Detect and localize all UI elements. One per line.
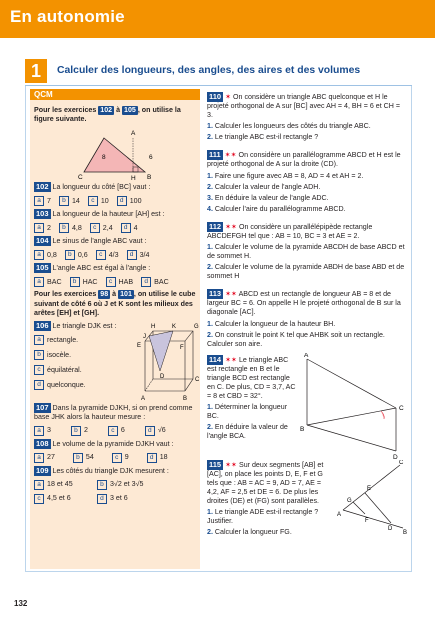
exercise-number: 113	[209, 289, 222, 299]
difficulty-stars: ✶✶	[225, 355, 237, 364]
item-number: 1.	[207, 243, 213, 252]
fig2-label-B: B	[183, 395, 188, 402]
item-text: Déterminer la longueur BC.	[207, 403, 288, 421]
option-value: 14	[71, 196, 80, 205]
item-number: 4.	[207, 204, 213, 213]
difficulty-stars: ✶✶	[225, 222, 237, 231]
question-text: Le sinus de l'angle ABC vaut :	[52, 237, 147, 246]
option-value: 3	[47, 426, 51, 435]
item-number: 1.	[207, 122, 213, 131]
item-text: Calculer la longueur de la hauteur BH.	[214, 319, 336, 328]
triangle-figure	[30, 126, 200, 182]
exercise-114	[207, 352, 407, 461]
question-105	[30, 263, 200, 273]
chapter-title: En autonomie	[10, 7, 125, 26]
exercise-number: 114	[209, 354, 222, 364]
option-value: 100	[129, 196, 142, 205]
option-value: rectangle.	[47, 335, 79, 344]
option-letter[interactable]: a	[34, 335, 44, 345]
option-letter[interactable]: c	[88, 196, 98, 206]
fig114-label-D: D	[393, 453, 398, 461]
question-number: 103	[36, 209, 49, 219]
section-rule	[25, 85, 412, 86]
option-value: équilatéral.	[47, 365, 82, 374]
option-value: 7	[47, 196, 51, 205]
fig1-label-A: A	[131, 130, 136, 138]
triangles-figure-114	[299, 353, 409, 461]
option-value: 2	[47, 223, 51, 232]
item-text: Calculer la valeur de l'angle ADH.	[214, 182, 321, 191]
question-number: 108	[36, 438, 49, 448]
question-text: Le triangle DJK est :	[52, 321, 117, 330]
option-letter[interactable]: b	[59, 223, 69, 233]
item-text: Calculer les longueurs des côtés du triangle ABC.	[214, 122, 371, 131]
intro-text: à	[110, 290, 119, 299]
cube-figure	[135, 321, 205, 405]
option-letter[interactable]: b	[71, 426, 81, 436]
question-107	[30, 403, 200, 422]
option-letter[interactable]: d	[97, 494, 107, 504]
fig115-label-F: F	[365, 517, 369, 524]
option-letter[interactable]: b	[65, 250, 75, 260]
option-value: √6	[157, 426, 166, 435]
fig114-label-C: C	[399, 404, 404, 412]
option-value: BAC	[154, 277, 169, 286]
fig2-label-C: C	[195, 376, 200, 383]
exercise-number: 111	[209, 150, 221, 160]
option-value: 3 et 6	[109, 494, 128, 503]
options-102	[30, 195, 200, 206]
options-104	[30, 249, 200, 260]
difficulty-stars: ✶✶	[225, 290, 237, 299]
option-value: isocèle.	[47, 350, 72, 359]
option-value: quelconque.	[47, 380, 86, 389]
item-number: 2.	[207, 330, 213, 339]
qcm-intro-2	[30, 290, 200, 317]
intro-text: Pour les exercices	[34, 290, 99, 299]
question-text: La longueur de la hauteur [AH] est :	[52, 210, 165, 219]
option-letter[interactable]: d	[121, 223, 131, 233]
fig115-label-G: G	[347, 497, 352, 504]
option-value: 18	[159, 453, 168, 462]
intro-text: , on utilise le cube suivant de côté 6 où J et K sont les milieux des arêtes [EH] et [GH].	[34, 290, 196, 317]
item-number: 2.	[207, 528, 213, 537]
fig1-label-8: 8	[102, 154, 106, 162]
option-letter[interactable]: b	[73, 453, 83, 463]
qcm-intro	[30, 106, 200, 124]
exercise-text: Le triangle ABC est rectangle en B et le triangle BCD est rectangle en C. De plus, CD = 3,7, AC = 8 et CBD = 32°.	[207, 355, 296, 401]
question-number: 102	[36, 182, 49, 192]
triangles-figure-115	[325, 460, 409, 540]
exercise-text: Sur deux segments [AB] et [AC], on place les points D, E, F et G tels que : AB = AC = 9, AD = 7, AE = 4,2, AF = 2,5 et DE = 6. De plus les droites (DE) et (FG) sont parallèles.	[207, 460, 324, 506]
page-number: 132	[14, 599, 28, 608]
fig115-label-B: B	[403, 529, 408, 536]
exercise-number: 112	[209, 221, 222, 231]
option-letter[interactable]: d	[145, 426, 155, 436]
exercise-110	[207, 92, 407, 142]
option-value: 9	[124, 453, 129, 462]
exercise-113	[207, 289, 407, 348]
item-text: En déduire la valeur de l'angle ADC.	[214, 193, 329, 202]
question-104	[30, 236, 200, 246]
options-108	[30, 452, 200, 463]
question-number: 104	[36, 236, 49, 246]
option-value: 4	[133, 223, 138, 232]
option-letter[interactable]: a	[34, 196, 44, 206]
fig2-label-A: A	[141, 395, 146, 402]
option-value: 3√2 et 3√5	[109, 480, 144, 489]
option-letter[interactable]: c	[34, 365, 44, 375]
fig1-label-H: H	[131, 175, 136, 183]
exercise-112	[207, 222, 407, 281]
intro-text: Pour les exercices	[34, 106, 99, 114]
question-102	[30, 182, 200, 192]
exercise-text: ABCD est un rectangle de longueur AB = 8 et de largeur BC = 6. On appelle H le projeté orthogonal de B sur la diagonale [AC].	[207, 290, 401, 317]
fig2-label-H: H	[151, 323, 156, 330]
option-letter[interactable]: a	[34, 453, 44, 463]
qcm-panel	[30, 89, 200, 569]
option-letter[interactable]: a	[34, 277, 44, 287]
question-number: 107	[36, 402, 49, 412]
fig115-label-E: E	[367, 485, 372, 492]
option-letter[interactable]: d	[141, 277, 151, 287]
option-value: 4,8	[71, 223, 82, 232]
item-number: 1.	[207, 319, 213, 328]
option-letter[interactable]: d	[127, 250, 137, 260]
exercise-ref: 98	[100, 290, 109, 299]
question-text: Le volume de la pyramide DJKH vaut :	[52, 439, 174, 448]
qcm-label: QCM	[30, 89, 200, 100]
option-value: 2	[83, 426, 88, 435]
item-text: Calculer le volume de la pyramide ABDH de base ABD et de sommet H	[207, 263, 405, 281]
options-105	[30, 276, 200, 287]
fig2-label-K: K	[172, 323, 177, 330]
option-letter[interactable]: c	[108, 426, 118, 436]
question-text: Dans la pyramide DJKH, si on prend comme base JHK alors la hauteur mesure :	[34, 403, 193, 421]
fig114-label-A: A	[304, 352, 309, 359]
frame-right	[411, 86, 412, 572]
option-letter[interactable]: a	[34, 223, 44, 233]
option-value: HAC	[82, 277, 98, 286]
difficulty-stars: ✶✶	[225, 460, 237, 469]
exercise-ref: 102	[100, 106, 113, 114]
exercises-column	[207, 89, 407, 550]
section-number: 1	[25, 59, 47, 83]
option-letter[interactable]: d	[117, 196, 127, 206]
option-letter[interactable]: b	[34, 350, 44, 360]
options-107	[30, 425, 200, 436]
item-number: 1.	[207, 508, 213, 517]
item-number: 3.	[207, 193, 213, 202]
option-letter[interactable]: c	[34, 494, 44, 504]
option-value: 10	[100, 196, 109, 205]
exercise-number: 110	[209, 92, 222, 101]
question-108	[30, 439, 200, 449]
option-value: BAC	[47, 277, 62, 286]
option-value: HAB	[118, 277, 134, 286]
item-number: 2.	[207, 263, 213, 272]
exercise-text: On considère un parallélépipède rectangle ABCDEFGH tel que : AB = 10, BC = 3 et AE = 2.	[207, 222, 373, 240]
exercise-ref: 105	[124, 106, 136, 114]
option-letter[interactable]: a	[34, 426, 44, 436]
fig2-label-E: E	[137, 342, 142, 349]
exercise-number: 115	[209, 459, 222, 469]
intro-text: à	[114, 106, 123, 114]
option-value: 6	[120, 426, 125, 435]
option-letter[interactable]: c	[112, 453, 122, 463]
option-letter[interactable]: d	[147, 453, 157, 463]
question-text: Les côtés du triangle DJK mesurent :	[52, 466, 169, 475]
option-letter[interactable]: b	[59, 196, 69, 206]
exercise-111	[207, 150, 407, 213]
question-109	[30, 466, 200, 476]
frame-left	[25, 86, 26, 572]
option-letter[interactable]: c	[90, 223, 100, 233]
option-value: 0,8	[47, 250, 57, 259]
question-text: L'angle ABC est égal à l'angle :	[52, 264, 151, 273]
q106-block	[30, 321, 200, 403]
item-number: 1.	[207, 403, 213, 412]
exercise-ref: 101	[120, 290, 132, 299]
fig115-label-C: C	[399, 459, 404, 466]
option-letter[interactable]: a	[34, 250, 44, 260]
fig2-label-G: G	[194, 323, 199, 330]
fig114-label-B: B	[300, 425, 305, 433]
question-number: 109	[36, 465, 49, 475]
option-letter[interactable]: b	[97, 480, 107, 490]
item-number: 1.	[207, 171, 213, 180]
frame-bottom	[25, 571, 412, 572]
fig2-label-D: D	[160, 373, 165, 380]
option-value: 2,4	[102, 223, 113, 232]
item-number: 2.	[207, 423, 213, 432]
question-text: La longueur du côté [BC] vaut :	[52, 183, 151, 192]
item-text: Calculer la longueur FG.	[214, 528, 292, 537]
fig1-label-6: 6	[149, 154, 153, 162]
option-letter[interactable]: a	[34, 480, 44, 490]
option-letter[interactable]: b	[70, 277, 80, 287]
item-text: Le triangle ABC est-il rectangle ?	[214, 133, 319, 142]
item-text: On construit le point K tel que AHBK soit un rectangle. Calculer son aire.	[207, 330, 385, 348]
fig1-label-B: B	[147, 174, 152, 182]
option-value: 4,5 et 6	[47, 494, 71, 503]
question-number: 105	[36, 263, 49, 273]
options-103	[30, 222, 200, 233]
item-number: 2.	[207, 133, 213, 142]
options-109	[30, 479, 200, 504]
option-value: 54	[85, 453, 94, 462]
item-number: 2.	[207, 182, 213, 191]
item-text: Faire une figure avec AB = 8, AD = 4 et AH = 2.	[214, 171, 364, 180]
intro-text: , on utilise la figure suivante.	[34, 106, 181, 124]
question-number: 106	[36, 320, 49, 330]
item-text: Calculer l'aire du parallélogramme ABCD.	[214, 204, 346, 213]
item-text: En déduire la valeur de l'angle BCA.	[207, 423, 288, 441]
difficulty-stars: ✶	[225, 93, 232, 101]
option-letter[interactable]: c	[106, 277, 116, 287]
option-letter[interactable]: c	[96, 250, 106, 260]
item-text: Calculer le volume de la pyramide ABCDH de base ABCD et de sommet H.	[207, 243, 405, 261]
fig115-label-A: A	[337, 511, 342, 518]
fig1-label-C: C	[78, 174, 83, 182]
difficulty-stars: ✶✶	[224, 151, 237, 160]
option-value: 4/3	[108, 250, 119, 259]
option-letter[interactable]: d	[34, 380, 44, 390]
fig2-label-J: J	[143, 333, 146, 340]
option-value: 18 et 45	[47, 480, 73, 489]
option-value: 3/4	[139, 250, 150, 259]
exercise-text: On considère un triangle ABC quelconque et H le projeté orthogonal de A sur [BC] avec AH = 4, BH = 6 et CH = 3.	[207, 93, 401, 120]
section-title: Calculer des longueurs, des angles, des aires et des volumes	[57, 65, 361, 76]
chapter-header	[0, 0, 435, 38]
exercise-text: On considère un parallélogramme ABCD et H est le projeté orthogonal de A sur la droite (CD).	[207, 151, 401, 169]
fig115-label-D: D	[388, 525, 393, 532]
question-103	[30, 209, 200, 219]
fig2-label-F: F	[180, 344, 184, 351]
exercise-115	[207, 460, 407, 550]
option-value: 27	[47, 453, 55, 462]
option-value: 0,6	[77, 250, 88, 259]
item-text: Le triangle ADE est-il rectangle ? Justifier.	[207, 508, 319, 526]
